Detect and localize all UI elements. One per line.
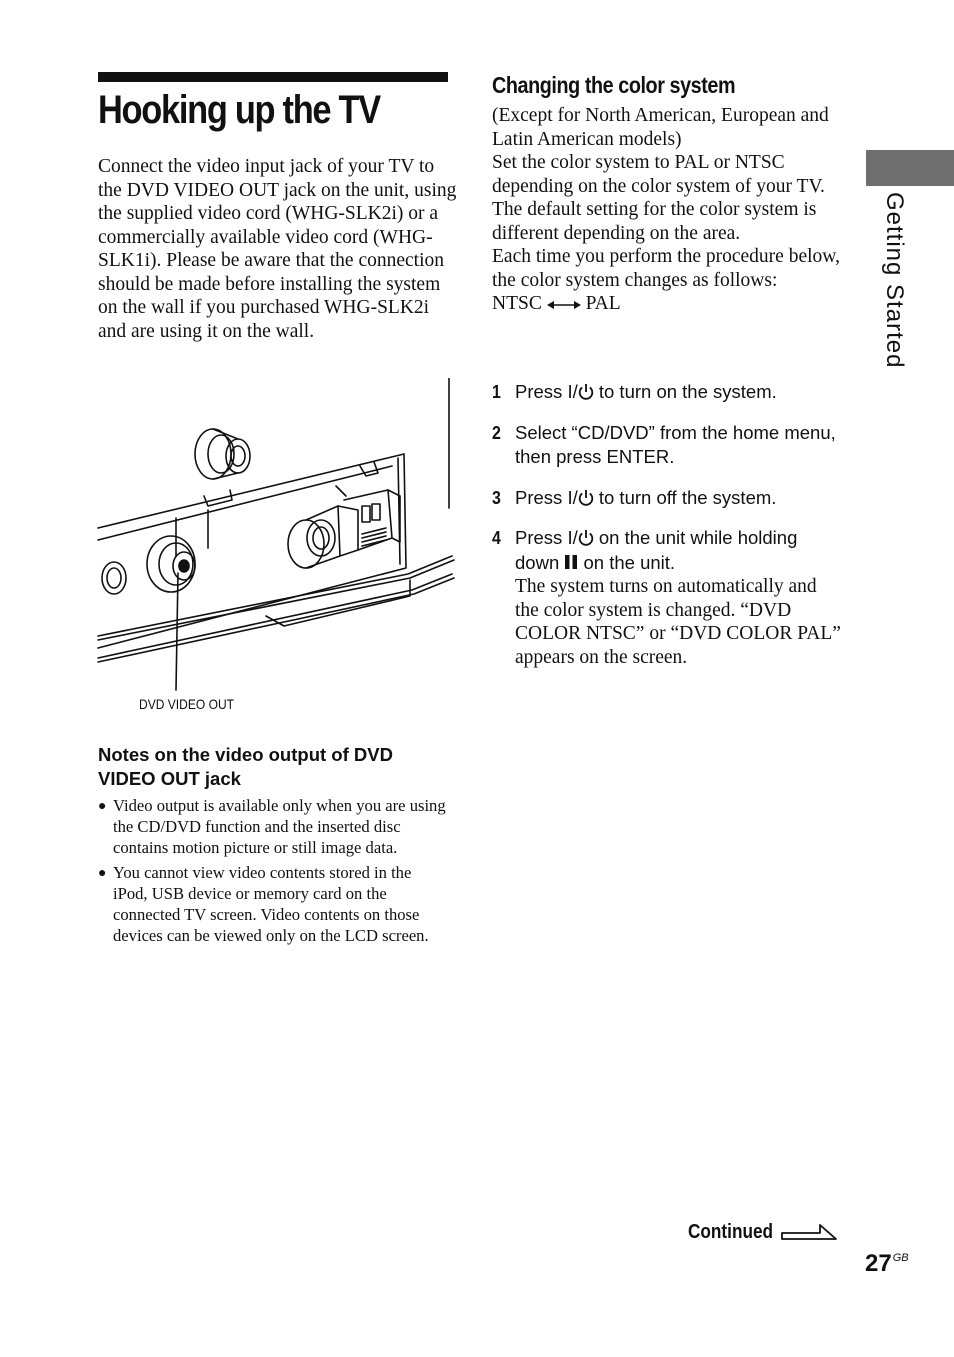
notes-list — [98, 795, 450, 950]
page-title: Hooking up the TV — [98, 88, 380, 132]
title-rule — [98, 72, 448, 82]
intro-line: Each time you perform the procedure below, the color system changes as follows: — [492, 246, 840, 291]
power-icon — [578, 529, 594, 547]
intro-line: (Except for North American, European and Latin American models) — [492, 105, 829, 150]
intro-line: Set the color system to PAL or NTSC depending on the color system of your TV. — [492, 152, 825, 197]
unit-illustration — [96, 378, 456, 723]
list-item: ● You cannot view video contents stored in the iPod, USB device or memory card on the connected TV screen. Video contents on those devices can be viewed only on the LCD screen. — [98, 863, 429, 945]
intro-line: The default setting for the color system is different depending on the area. — [492, 199, 817, 244]
list-item: ● Video output is available only when you are using the CD/DVD function and the inserted disc contains motion picture or still image data. — [98, 796, 446, 857]
steps-list — [492, 380, 844, 669]
section-intro — [492, 104, 842, 316]
step-number: 1 — [492, 381, 501, 402]
step-number: 3 — [492, 486, 501, 508]
double-arrow-icon — [547, 300, 581, 310]
cycle-to: PAL — [585, 293, 621, 314]
page-number-suffix: GB — [892, 1252, 909, 1264]
continued-arrow-icon — [780, 1221, 838, 1243]
figure-callout-label: DVD VIDEO OUT — [139, 696, 235, 712]
step-item: 4 Press I/ on the unit while holding down on the unit. The system turns on automatically and the color system is changed. “DVD COLOR NTSC” or “DVD COLOR PAL” appears on the screen. — [492, 526, 844, 669]
intro-paragraph: Connect the video input jack of your TV to the DVD VIDEO OUT jack on the unit, using the supplied video cord (WHG-SLK2i) or a commercially available video cord (WHG-SLK1i). Please be aware that the connection should be made before installing the system on the wall if you purchased WHG-SLK2i and are using it on the wall. — [98, 156, 457, 342]
power-label: I/ — [567, 527, 578, 548]
color-cycle — [492, 292, 842, 316]
bullet-icon: ● — [98, 797, 107, 813]
notes-heading: Notes on the video output of DVD VIDEO OUT jack — [98, 744, 393, 789]
section-heading: Changing the color system — [492, 72, 736, 98]
pause-icon — [564, 554, 578, 570]
continued-label: Continued — [688, 1220, 774, 1243]
step-number: 2 — [492, 421, 501, 443]
bullet-icon: ● — [98, 864, 107, 880]
continued-indicator — [688, 1218, 838, 1246]
power-icon — [578, 383, 594, 401]
section-tab — [866, 150, 954, 186]
power-label: I/ — [567, 486, 578, 508]
step-detail: The system turns on automatically and the color system is changed. “DVD COLOR NTSC” or “DVD COLOR PAL” appears on the screen. — [515, 576, 841, 668]
small-jack — [102, 562, 126, 594]
step-number: 4 — [492, 527, 501, 548]
page-number: $27^{GB}$ — [865, 1250, 909, 1277]
step-item: 2 Select “CD/DVD” from the home menu, then press ENTER. — [492, 421, 836, 467]
cycle-from: NTSC — [492, 293, 542, 314]
power-label: I/ — [567, 381, 578, 402]
step-item: 1 Press I/ to turn on the system. — [492, 380, 844, 405]
power-icon — [578, 489, 594, 507]
unit-body — [98, 454, 406, 648]
step-item: 3 Press I/ to turn off the system. — [492, 486, 844, 511]
section-tab-label: Getting Started — [881, 192, 908, 369]
